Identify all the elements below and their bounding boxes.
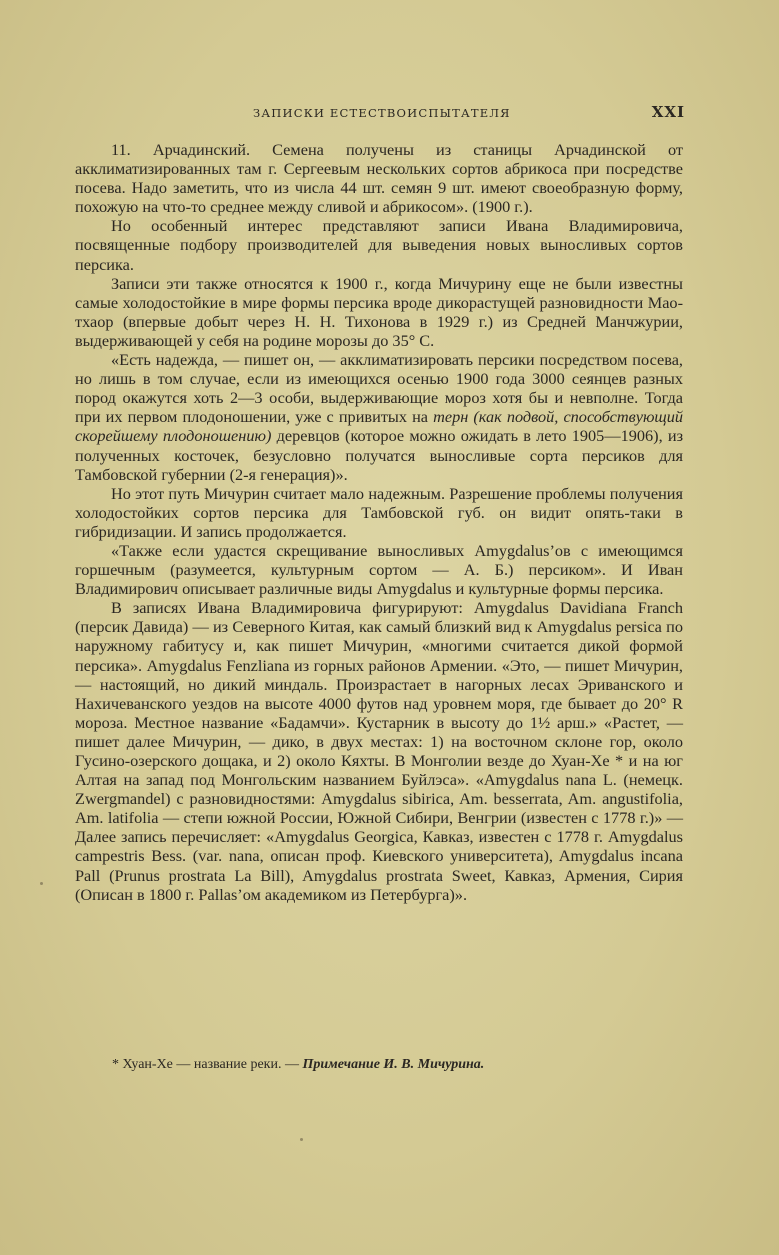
quote-text-before: «Есть надежда, — пишет он, — акклиматизировать персики посредством посева, но лишь в том случае, если из имеющихся осенью 1900 года 3000 сеянцев разных пород окажутся хоть 2—3 особи, выдерживающие мороз хотя бы и невполне. Тогда при их первом плодоношении, уже с привитых на bbox=[75, 350, 683, 427]
page-number: XXI bbox=[651, 103, 685, 121]
paragraph-interest: Но особенный интерес представляют записи Ивана Владимировича, посвященные подбору производителей для выведения новых выносливых сортов персика. bbox=[75, 216, 683, 274]
paragraph-records: Записи эти также относятся к 1900 г., когда Мичурину еще не были известны самые холодостойкие в мире формы персика вроде дикорастущей разновидности Мао-тхаор (впервые добыт через Н. Н. Тихонова в 1929 г.) из Средней Манчжурии, выдерживающей у себя на родине морозы до 35° С. bbox=[75, 273, 683, 350]
running-title: ЗАПИСКИ ЕСТЕСТВОИСПЫТАТЕЛЯ bbox=[253, 106, 511, 120]
quote-text-after: деревцов (которое можно ожидать в лето 1905—1906), из полученных косточек, безусловно получатся выносливые сорта персиков для Тамбовской губернии (2-я генерация)». bbox=[75, 426, 684, 484]
footnote bbox=[112, 1057, 672, 1073]
paragraph-quote bbox=[75, 350, 683, 484]
paragraph-path: Но этот путь Мичурин считает мало надежным. Разрешение проблемы получения холодостойких сортов персика для Тамбовской губ. он видит опять-таки в гибридизации. И запись продолжается. bbox=[75, 483, 683, 541]
paper-speck bbox=[300, 1138, 303, 1141]
footnote-text: * Хуан-Хе — название реки. — bbox=[112, 1057, 299, 1072]
paragraph-species: В записях Ивана Владимировича фигурируют: Amygdalus Davidiana Franch (персик Давида) — из Северного Китая, как самый близкий вид к Amygdalus persica по наружному габитусу и, как пишет Мичурин, «многими считается дикой формой персика». Amygdalus Fenzliana из горных районов Армении. «Это, — пишет Мичурин, — настоящий, но дикий миндаль. Произрастает в нагорных лесах Эриванского и Нахичеванского уездов на высоте 4000 футов над уровнем моря, где бывает до 20° R мороза. Местное название «Бадамчи». Кустарник в высоту до 1½ арш.» «Растет, — пишет далее Мичурин, — дико, в двух местах: 1) на восточном склоне гор, около Гусино-озерского дощака, и 2) около Кяхты. В Монголии везде до Хуан-Хе * и на юг Алтая на запад под Монгольским названием Буйлэса». «Amygdalus nana L. (немецк. Zwergmandel) с разновидностями: Amygdalus sibirica, Am. besserrata, Am. angustifolia, Am. latifolia — степи южной России, Южной Сибири, Венгрии (известен с 1778 г.)» — Далее запись перечисляет: «Amygdalus Georgica, Кавказ, известен с 1778 г. Amygdalus campestris Bess. (var. nana, описан проф. Киевского университета), Amygdalus incana Pall (Prunus prostrata La Bill), Amygdalus prostrata Sweet, Кавказ, Армения, Сирия (Описан в 1800 г. Pallas’ом академиком из Петербурга)». bbox=[75, 598, 683, 904]
paragraph-arch: 11. Арчадинский. Семена получены из станицы Арчадинской от акклиматизированных там г. Сергеевым нескольких сортов абрикоса при посредстве посева. Надо заметить, что из числа 44 шт. семян 9 шт. имеют своеобразную форму, похожую на что-то среднее между сливой и абрикосом». (1900 г.). bbox=[75, 140, 683, 217]
body-text bbox=[75, 140, 683, 904]
quote-italic: терн (как подвой, способствующий скорейшему плодоношению) bbox=[75, 407, 683, 446]
paper-speck bbox=[40, 882, 43, 885]
paragraph-also: «Также если удастся скрещивание выносливых Amygdalus’ов с имеющимся горшечным (разумеется, культурным сортом — А. Б.) персиком». И Иван Владимирович описывает различные виды Amygdalus и культурные формы персика. bbox=[75, 540, 683, 599]
footnote-signature: Примечание И. В. Мичурина. bbox=[302, 1057, 485, 1072]
